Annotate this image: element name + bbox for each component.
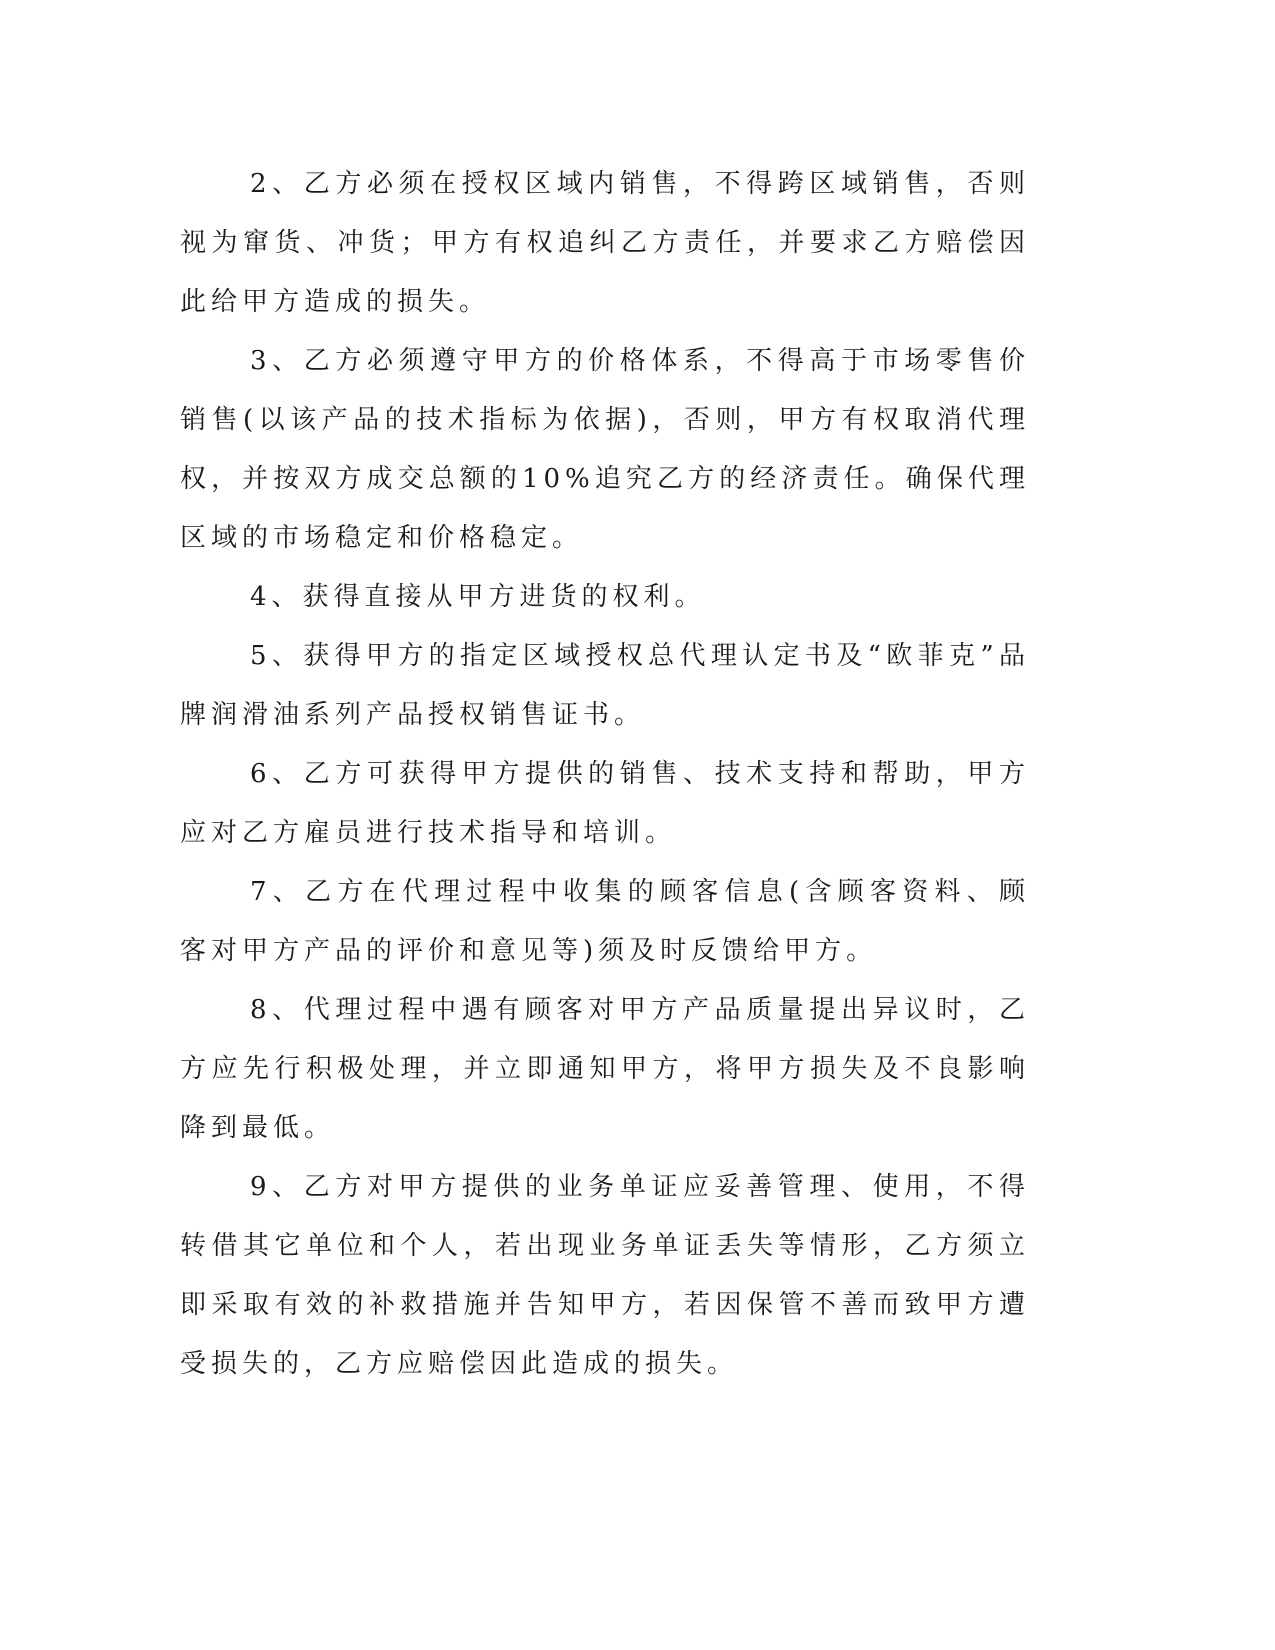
clause-9: 9、乙方对甲方提供的业务单证应妥善管理、使用，不得转借其它单位和个人，若出现业务单证丢失等情形，乙方须立即采取有效的补救措施并告知甲方，若因保管不善而致甲方遭受损失的，乙方应赔偿因此造成的损失。 [180,1172,1030,1379]
clause-7: 7、乙方在代理过程中收集的顾客信息(含顾客资料、顾客对甲方产品的评价和意见等)须及时反馈给甲方。 [180,877,1030,966]
clause-4: 4、获得直接从甲方进货的权利。 [250,582,706,612]
clause-6: 6、乙方可获得甲方提供的销售、技术支持和帮助，甲方应对乙方雇员进行技术指导和培训。 [180,759,1030,848]
clause-8: 8、代理过程中遇有顾客对甲方产品质量提出异议时，乙方应先行积极处理，并立即通知甲方，将甲方损失及不良影响降到最低。 [180,995,1030,1143]
clause-5: 5、获得甲方的指定区域授权总代理认定书及“欧菲克”品牌润滑油系列产品授权销售证书。 [180,641,1030,730]
clause-2: 2、乙方必须在授权区域内销售，不得跨区域销售，否则视为窜货、冲货；甲方有权追纠乙方责任，并要求乙方赔偿因此给甲方造成的损失。 [180,169,1030,317]
clause-3: 3、乙方必须遵守甲方的价格体系，不得高于市场零售价销售(以该产品的技术指标为依据)，否则，甲方有权取消代理权，并按双方成交总额的10%追究乙方的经济责任。确保代理区域的市场稳定和价格稳定。 [180,346,1030,553]
document-body [180,155,1030,1394]
